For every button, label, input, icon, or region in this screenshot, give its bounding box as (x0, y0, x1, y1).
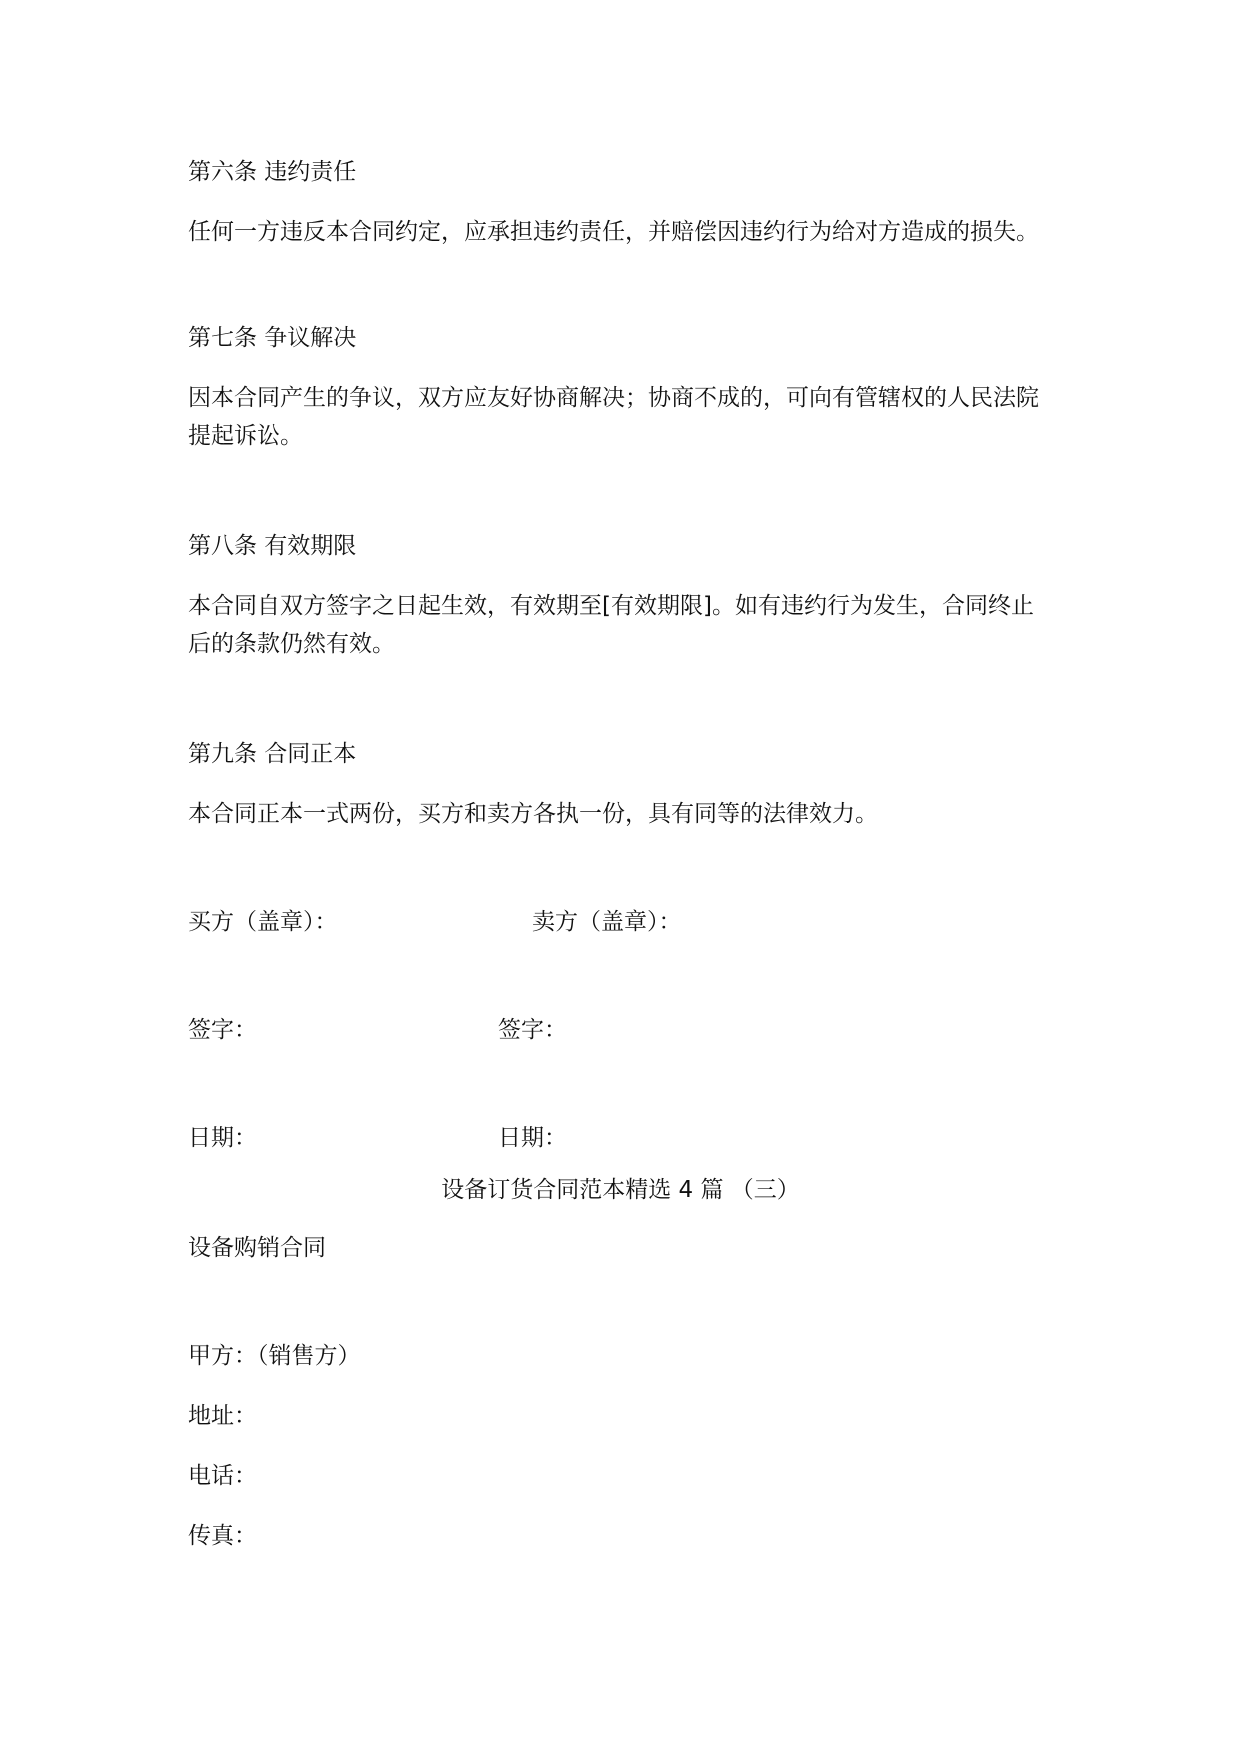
seller-seal-label: 卖方（盖章）： (532, 909, 682, 935)
article-8-body-line1: 本合同自双方签字之日起生效，有效期至[有效期限]。如有违约行为发生，合同终止 (188, 593, 1034, 619)
seller-sign-label: 签字： (498, 1017, 567, 1043)
section-title: 设备订货合同范本精选 4 篇 （三） (441, 1177, 800, 1203)
phone-label: 电话： (188, 1463, 257, 1489)
party-a-label: 甲方：（销售方） (188, 1343, 361, 1369)
article-8-heading: 第八条 有效期限 (188, 533, 357, 559)
buyer-seal-label: 买方（盖章）： (188, 909, 338, 935)
article-6-heading: 第六条 违约责任 (188, 159, 357, 185)
buyer-sign-label: 签字： (188, 1017, 257, 1043)
article-7-body-line1: 因本合同产生的争议，双方应友好协商解决；协商不成的，可向有管辖权的人民法院 (188, 385, 1039, 411)
article-7-heading: 第七条 争议解决 (188, 325, 357, 351)
fax-label: 传真： (188, 1523, 257, 1549)
article-6-body: 任何一方违反本合同约定，应承担违约责任，并赔偿因违约行为给对方造成的损失。 (188, 219, 1039, 245)
article-7-body-line2: 提起诉讼。 (188, 423, 303, 449)
seller-date-label: 日期： (498, 1125, 567, 1151)
article-8-body-line2: 后的条款仍然有效。 (188, 631, 395, 657)
article-9-heading: 第九条 合同正本 (188, 741, 357, 767)
address-label: 地址： (188, 1403, 257, 1429)
contract-name: 设备购销合同 (188, 1235, 326, 1261)
buyer-date-label: 日期： (188, 1125, 257, 1151)
article-9-body: 本合同正本一式两份，买方和卖方各执一份，具有同等的法律效力。 (188, 801, 878, 827)
